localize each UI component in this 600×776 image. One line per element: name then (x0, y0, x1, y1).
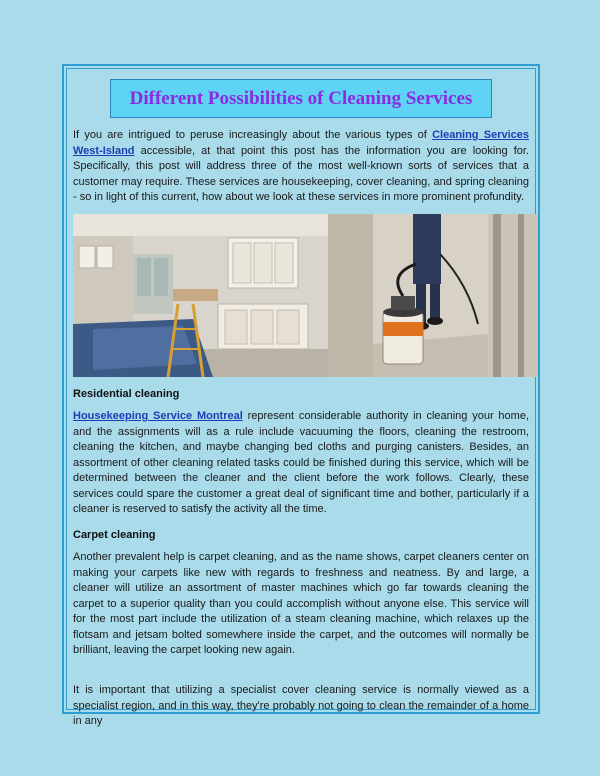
cleaning-services-west-island-link[interactable]: Cleaning Services West-Island (73, 129, 529, 157)
intro-paragraph (73, 128, 529, 205)
intro-text-before: If you are intrigued to peruse increasingly about the various types of (73, 129, 433, 141)
carpet-cleaning-paragraph: Another prevalent help is carpet cleaning, and as the name shows, carpet cleaners center on making your carpets like new with regards to freshness and neatness. By and large, a cleaner will utilize an assortment of master machines which go far towards cleaning the carpet to a superior quality than you could accomplish without anyone else. This service will for the most part include the utilization of a steam cleaning machine, which relaxes up the flotsam and jetsam bolted somewhere inside the carpet, and the outcomes will normally be brilliant, leaving the carpet looking new again. (73, 551, 529, 656)
page-frame (62, 64, 540, 727)
residential-cleaning-text: represent considerable authority in cleaning your home, and the assignments will as a rule include vacuuming the floors, cleaning the restroom, cleaning the kitchen, and maybe changing bed cloths and purging canisters. Besides, an assortment of other cleaning related tasks could be finished during this service, which will be determined between the cleaner and the client before the work follows. Clearly, these services could spare the customer a great deal of significant time and bother, particularly if a cleaner is reserved to satisfy the activity all the time. (73, 410, 530, 515)
photo-row (73, 214, 529, 377)
vacuum-cleaning-photo (328, 214, 538, 377)
residential-cleaning-heading: Residential cleaning (73, 388, 180, 400)
intro-text-after: accessible, at that point this post has the information you are looking for. Specifically, this post will address three of the most well-known sorts of services that a customer may require. These services are housekeeping, cover cleaning, and spring cleaning - so in light of this current, how about we look at these services in more prominent profundity. (73, 144, 529, 203)
carpet-cleaning-heading: Carpet cleaning (73, 529, 156, 541)
page-title: Different Possibilities of Cleaning Services (129, 87, 473, 109)
title-box (110, 79, 492, 118)
carpet-cleaning-paragraph-2: It is important that utilizing a specialist cover cleaning service is normally viewed as a specialist region, and in this way, they're probably not going to clean the remainder of a home in any (73, 684, 529, 727)
document-body (66, 68, 536, 727)
kitchen-renovation-photo (73, 214, 328, 377)
housekeeping-service-montreal-link[interactable]: Housekeeping Service Montreal (73, 410, 243, 422)
residential-cleaning-paragraph (73, 409, 529, 518)
